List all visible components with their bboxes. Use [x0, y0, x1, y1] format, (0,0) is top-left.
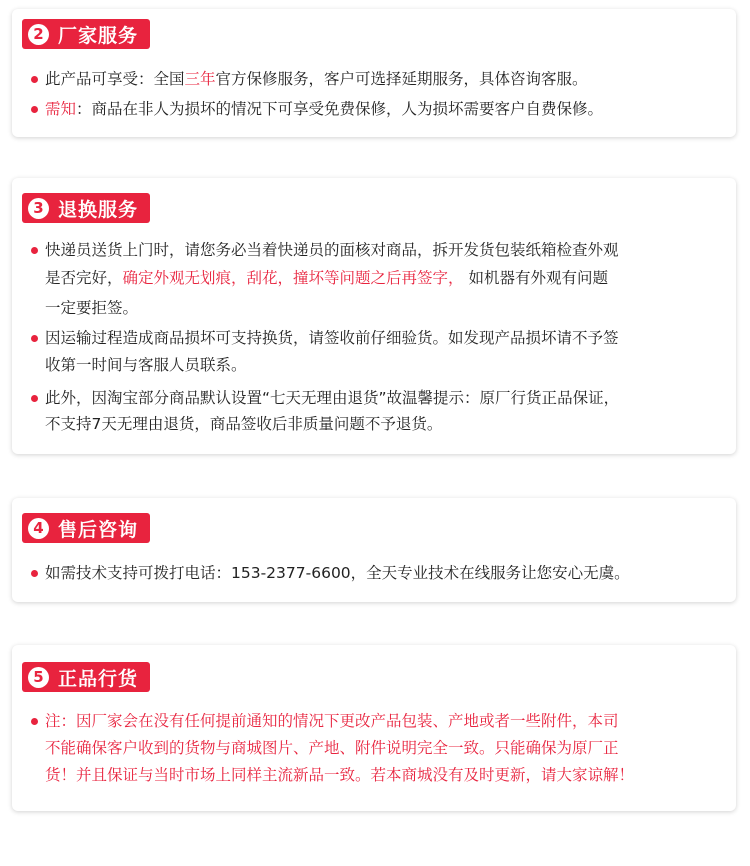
item-text: 收第一时间与客服人员联系。: [45, 356, 247, 374]
item-text: 不支持7天无理由退货，商品签收后非质量问题不予退货。: [45, 415, 443, 433]
item-highlight: 需知: [45, 100, 77, 118]
section-title: 正品行货: [58, 667, 139, 690]
item-text: 注：因厂家会在没有任何提前通知的情况下更改产品包装、产地或者一些附件，本司: [45, 712, 619, 730]
item-text: 货！并且保证与当时市场上同样主流新品一致。若本商城没有及时更新，请大家谅解！: [45, 766, 635, 784]
item-text: ：商品在非人为损坏的情况下可享受免费保修，人为损坏需要客户自费保修。: [76, 100, 604, 118]
bullet-icon: [31, 335, 38, 342]
item-text: 此外，因淘宝部分商品默认设置“七天无理由退货”故温馨提示：原厂行货正品保证，: [45, 389, 620, 407]
item-text: 如需技术支持可拨打电话：153-2377-6600，全天专业技术在线服务让您安心无虞。: [45, 564, 630, 582]
bullet-icon: [31, 76, 38, 83]
section-after-sales: [12, 498, 736, 602]
item-text: 是否完好，: [45, 269, 123, 287]
section-return-service: [12, 178, 736, 454]
bullet-icon: [31, 395, 38, 402]
section-number: 3: [28, 198, 49, 219]
section-title: 售后咨询: [58, 518, 139, 541]
bullet-icon: [31, 247, 38, 254]
item-text: 此产品可享受：全国: [45, 70, 185, 88]
item-text: 因运输过程造成商品损坏可支持换货，请签收前仔细验货。如发现产品损坏请不予签: [45, 329, 619, 347]
item-text: 快递员送货上门时，请您务必当着快递员的面核对商品，拆开发货包装纸箱检查外观: [45, 241, 619, 259]
section-badge: [22, 19, 150, 49]
section-number: 5: [28, 667, 49, 688]
section-badge: [22, 193, 150, 223]
item-highlight: 三年: [184, 70, 216, 88]
section-badge: [22, 662, 150, 692]
bullet-icon: [31, 718, 38, 725]
bullet-icon: [31, 570, 38, 577]
section-title: 厂家服务: [58, 24, 139, 47]
item-text: 如机器有外观有问题: [463, 269, 608, 287]
item-highlight: 确定外观无划痕，刮花，撞坏等问题之后再签字，: [122, 269, 464, 287]
item-text: 官方保修服务，客户可选择延期服务，具体咨询客服。: [215, 70, 588, 88]
section-badge: [22, 513, 150, 543]
section-title: 退换服务: [58, 198, 139, 221]
section-genuine-goods: [12, 645, 736, 811]
item-text: 一定要拒签。: [45, 299, 139, 317]
item-text: 不能确保客户收到的货物与商城图片、产地、附件说明完全一致。只能确保为原厂正: [45, 739, 619, 757]
section-number: 4: [28, 518, 49, 539]
section-manufacturer-service: [12, 9, 736, 137]
bullet-icon: [31, 106, 38, 113]
section-number: 2: [28, 24, 49, 45]
